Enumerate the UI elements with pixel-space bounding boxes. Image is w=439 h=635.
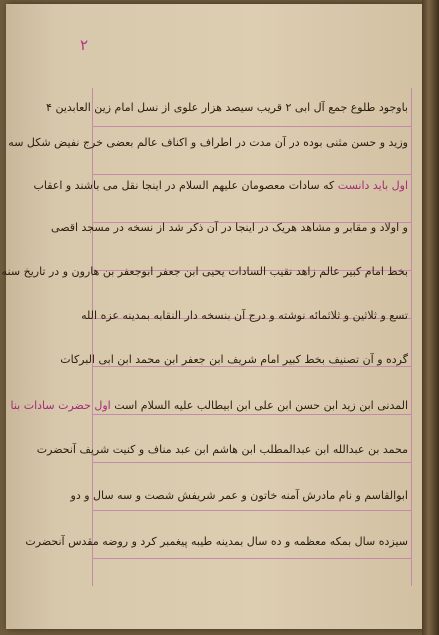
page-number: ۲ [80,36,89,54]
text-line: گرده و آن تصنیف بخط کبیر امام شریف ابن جعفر ابن محمد ابن ابی البرکات [60,353,408,366]
text-line [33,176,408,196]
text-line: وزید و حسن مثنی بوده در آن مدت در اطراف و اکناف عالم بعضی خرج نفیض شکل سه [8,136,408,149]
frame-rule [93,462,411,463]
frame-rule [93,558,411,559]
rubric-heading: اول باید دانست [337,179,408,192]
text-span: المدنی ابن زید ابن حسن ابن علی ابن ابیطالب علیه السلام است [114,399,408,412]
frame-rule [93,510,411,511]
text-line: تسع و ثلاثین و ثلاثمائه نوشته و درج آن بنسخه دار النقابه بمدینه عزه الله [81,309,408,322]
text-line: محمد بن عبدالله ابن عبدالمطلب ابن هاشم ابن عبد مناف و کنیت شریف آنحضرت [36,443,408,456]
text-line: سیزده سال بمکه معظمه و ده سال بمدینه طیبه پیغمبر کرد و روضه مقدس آنحضرت [25,535,408,548]
text-line: ابوالقاسم و نام مادرش آمنه خاتون و عمر شریفش شصت و سه سال و دو [70,489,408,502]
book-edge [422,0,439,635]
frame-rule [93,174,411,175]
text-span: که سادات معصومان علیهم السلام در اینجا نقل می باشند و اعقاب [33,179,335,192]
text-line: بخط امام کبیر عالم زاهد نقیب السادات یحیی ابن جعفر ابوجعفر بن هارون و در تاریخ سنه [1,265,408,278]
text-line: و اولاد و مقابر و مشاهد هریک در اینجا در آن ذکر شد از نسخه در مسجد اقصی [51,221,408,234]
text-line [10,396,408,416]
text-line: باوجود طلوع جمع آل ابی ۲ قریب سیصد هزار علوی از نسل امام زین العابدین ۴ [46,101,408,114]
rubric-heading: اول حضرت سادات بنا [10,399,111,412]
frame-rule [93,126,411,127]
